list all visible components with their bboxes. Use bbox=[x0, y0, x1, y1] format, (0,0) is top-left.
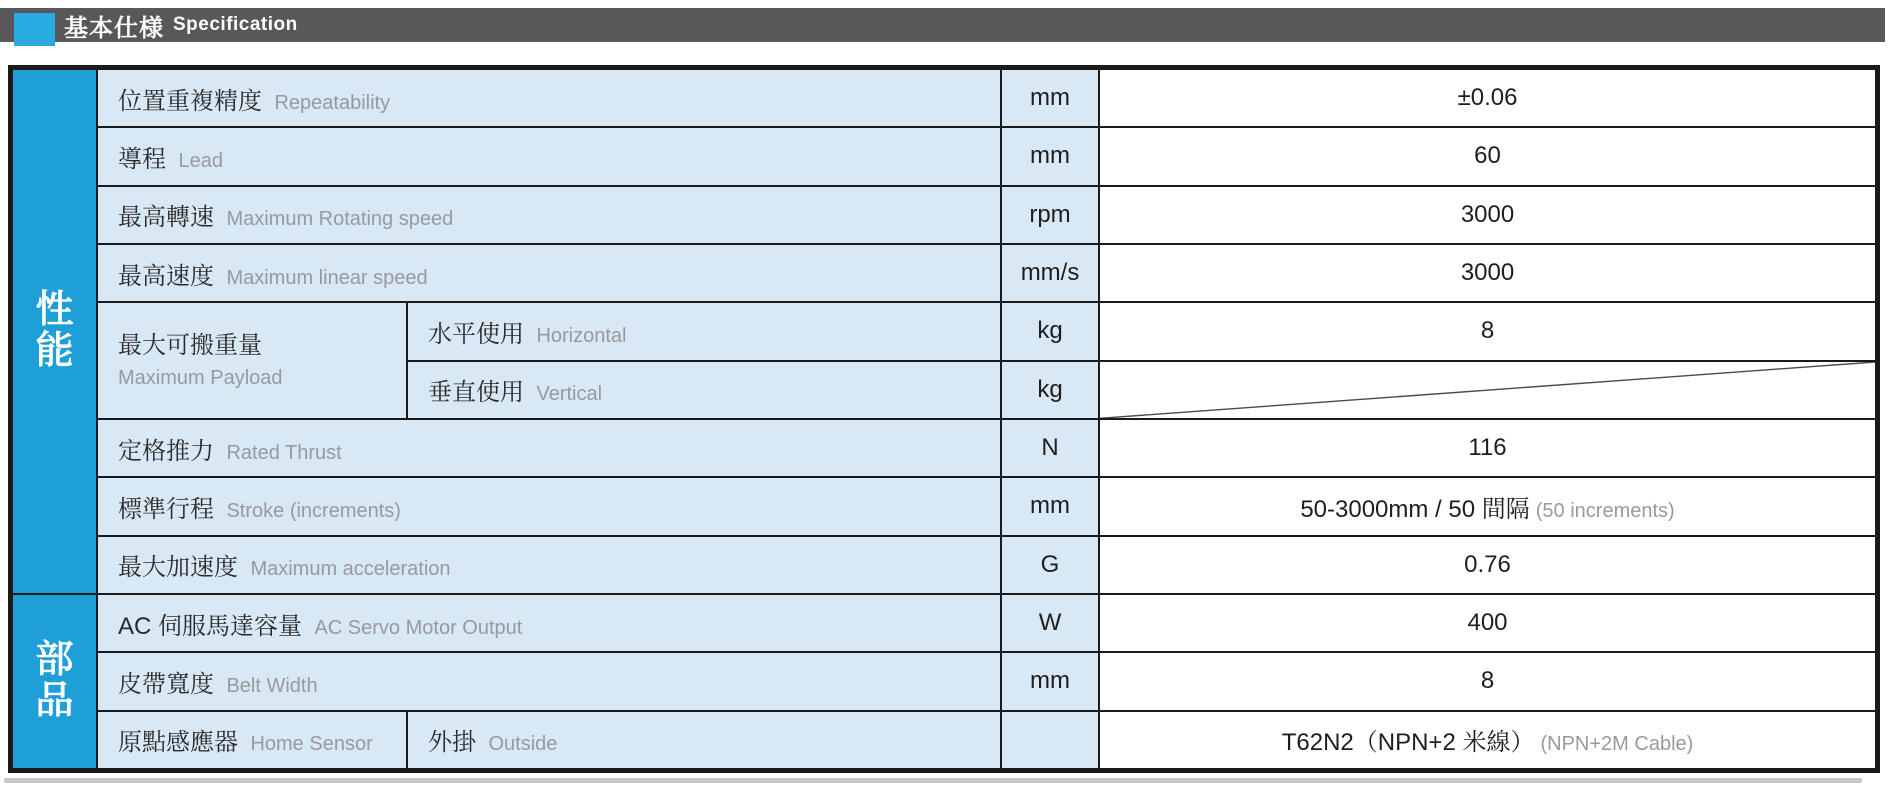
value-cell bbox=[1099, 711, 1876, 769]
value-cell: 3000 bbox=[1099, 186, 1876, 244]
spec-label-cell bbox=[407, 361, 1001, 419]
label-cjk: 位置重複精度 bbox=[118, 87, 262, 115]
value-note: (NPN+2M Cable) bbox=[1540, 733, 1694, 756]
table-row bbox=[12, 302, 1876, 360]
label-en: Maximum acceleration bbox=[250, 558, 451, 581]
unit-cell: rpm bbox=[1001, 186, 1099, 244]
table-drop-shadow bbox=[4, 778, 1862, 783]
table-row bbox=[12, 69, 1876, 127]
table-row bbox=[12, 652, 1876, 710]
spec-label-cell bbox=[97, 594, 1001, 652]
label-cjk: 最高轉速 bbox=[118, 204, 214, 232]
value-cell: ±0.06 bbox=[1099, 69, 1876, 127]
label-cjk: AC 伺服馬達容量 bbox=[118, 612, 303, 640]
section-performance-label: 性能 bbox=[35, 289, 74, 373]
table-row bbox=[12, 594, 1876, 652]
label-cjk: 標準行程 bbox=[118, 495, 214, 523]
value-cell: 116 bbox=[1099, 419, 1876, 477]
table-row bbox=[12, 536, 1876, 594]
label-en: Belt Width bbox=[226, 674, 318, 697]
section-parts-cell bbox=[12, 594, 97, 769]
table-row bbox=[12, 186, 1876, 244]
value-main: 50-3000mm / 50 間隔 bbox=[1300, 495, 1530, 523]
specification-table bbox=[8, 65, 1880, 773]
label-en: Lead bbox=[178, 149, 223, 172]
label-en: Vertical bbox=[536, 383, 603, 406]
spec-label-cell bbox=[97, 244, 1001, 302]
label-cjk: 水平使用 bbox=[428, 320, 524, 348]
label-cjk: 最大加速度 bbox=[118, 554, 238, 582]
table-row bbox=[12, 244, 1876, 302]
unit-cell: mm bbox=[1001, 69, 1099, 127]
value-cell: 0.76 bbox=[1099, 536, 1876, 594]
table-row bbox=[12, 477, 1876, 535]
label-en: Repeatability bbox=[274, 91, 391, 114]
spec-label-cell bbox=[97, 127, 1001, 185]
label-en: Rated Thrust bbox=[226, 441, 342, 464]
group-label-en: Maximum Payload bbox=[118, 366, 283, 389]
label-cjk: 外掛 bbox=[428, 729, 476, 757]
group-label-cjk: 最大可搬重量 bbox=[118, 331, 262, 359]
value-note: (50 increments) bbox=[1535, 499, 1675, 522]
section-performance-cell bbox=[12, 69, 97, 594]
group-label-cjk: 原點感應器 bbox=[118, 729, 238, 757]
label-cjk: 定格推力 bbox=[118, 437, 214, 465]
unit-cell bbox=[1001, 711, 1099, 769]
unit-cell: kg bbox=[1001, 302, 1099, 360]
unit-cell: mm bbox=[1001, 127, 1099, 185]
unit-cell: mm/s bbox=[1001, 244, 1099, 302]
spec-label-cell bbox=[97, 477, 1001, 535]
label-cjk: 導程 bbox=[118, 145, 166, 173]
label-en: Maximum linear speed bbox=[226, 266, 428, 289]
value-cell: 8 bbox=[1099, 302, 1876, 360]
value-cell: 3000 bbox=[1099, 244, 1876, 302]
spec-label-cell bbox=[407, 302, 1001, 360]
label-en: AC Servo Motor Output bbox=[314, 616, 523, 639]
spec-label-cell bbox=[407, 711, 1001, 769]
unit-cell: mm bbox=[1001, 652, 1099, 710]
unit-cell: mm bbox=[1001, 477, 1099, 535]
value-cell-not-applicable bbox=[1099, 361, 1876, 419]
accent-square bbox=[14, 13, 55, 46]
spec-label-cell bbox=[97, 186, 1001, 244]
value-cell: 400 bbox=[1099, 594, 1876, 652]
unit-cell: N bbox=[1001, 419, 1099, 477]
spec-label-cell bbox=[97, 536, 1001, 594]
page-title bbox=[64, 8, 298, 42]
spec-label-cell bbox=[97, 652, 1001, 710]
value-cell bbox=[1099, 477, 1876, 535]
table-row bbox=[12, 127, 1876, 185]
not-applicable-diagonal-line bbox=[1100, 362, 1875, 418]
label-en: Outside bbox=[488, 733, 558, 756]
unit-cell: W bbox=[1001, 594, 1099, 652]
home-sensor-group-cell bbox=[97, 711, 407, 769]
label-cjk: 最高速度 bbox=[118, 262, 214, 290]
payload-group-cell bbox=[97, 302, 407, 419]
value-cell: 8 bbox=[1099, 652, 1876, 710]
page-title-cjk: 基本仕様 bbox=[64, 14, 164, 42]
label-cjk: 垂直使用 bbox=[428, 379, 524, 407]
section-parts-label: 部品 bbox=[35, 639, 74, 723]
unit-cell: kg bbox=[1001, 361, 1099, 419]
table-row bbox=[12, 419, 1876, 477]
value-cell: 60 bbox=[1099, 127, 1876, 185]
label-cjk: 皮帶寬度 bbox=[118, 670, 214, 698]
group-label-en: Home Sensor bbox=[250, 733, 373, 756]
unit-cell: G bbox=[1001, 536, 1099, 594]
table-row bbox=[12, 711, 1876, 769]
spec-label-cell bbox=[97, 69, 1001, 127]
value-main: T62N2（NPN+2 米線） bbox=[1281, 729, 1535, 757]
spec-label-cell bbox=[97, 419, 1001, 477]
label-en: Maximum Rotating speed bbox=[226, 208, 454, 231]
label-en: Stroke (increments) bbox=[226, 499, 401, 522]
page-title-en: Specification bbox=[173, 14, 298, 35]
label-en: Horizontal bbox=[536, 324, 627, 347]
